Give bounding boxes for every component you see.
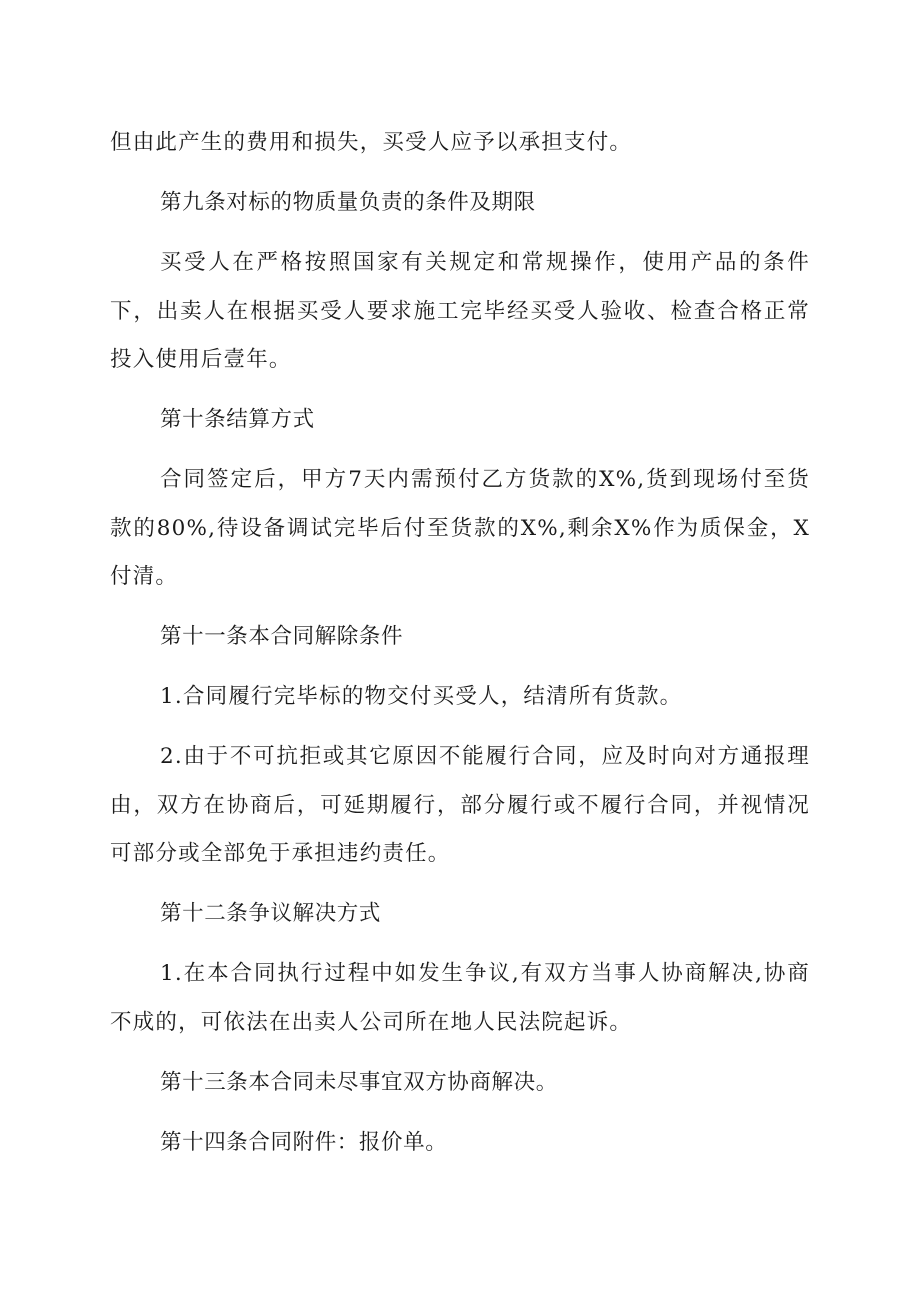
article-10-heading: 第十条结算方式 (160, 407, 315, 432)
article-11-item-1: 1.合同履行完毕标的物交付买受人，结清所有货款。 (160, 684, 683, 709)
article-10-body: 合同签定后，甲方7天内需预付乙方货款的X%,货到现场付至货款的80%,待设备调试完毕后付至货款的X%,剩余X%作为质保金，X付清。 (110, 467, 810, 589)
article-14: 第十四条合同附件：报价单。 (160, 1129, 448, 1155)
article-11-item-2: 2.由于不可抗拒或其它原因不能履行合同，应及时向对方通报理由，双方在协商后，可延期履行，部分履行或不履行合同，并视情况可部分或全部免于承担违约责任。 (110, 744, 810, 866)
article-9-body: 买受人在严格按照国家有关规定和常规操作，使用产品的条件下，出卖人在根据买受人要求施工完毕经买受人验收、检查合格正常投入使用后壹年。 (110, 250, 810, 372)
article-9-heading: 第九条对标的物质量负责的条件及期限 (160, 190, 536, 215)
article-12-item-1: 1.在本合同执行过程中如发生争议,有双方当事人协商解决,协商不成的，可依法在出卖人公司所在地人民法院起诉。 (110, 961, 810, 1035)
article-13: 第十三条本合同未尽事宜双方协商解决。 (160, 1069, 558, 1095)
article-11-heading: 第十一条本合同解除条件 (160, 624, 404, 649)
article-12-heading: 第十二条争议解决方式 (160, 901, 382, 926)
paragraph-continuation: 但由此产生的费用和损失，买受人应予以承担支付。 (110, 130, 633, 155)
document-page (110, 119, 810, 1179)
